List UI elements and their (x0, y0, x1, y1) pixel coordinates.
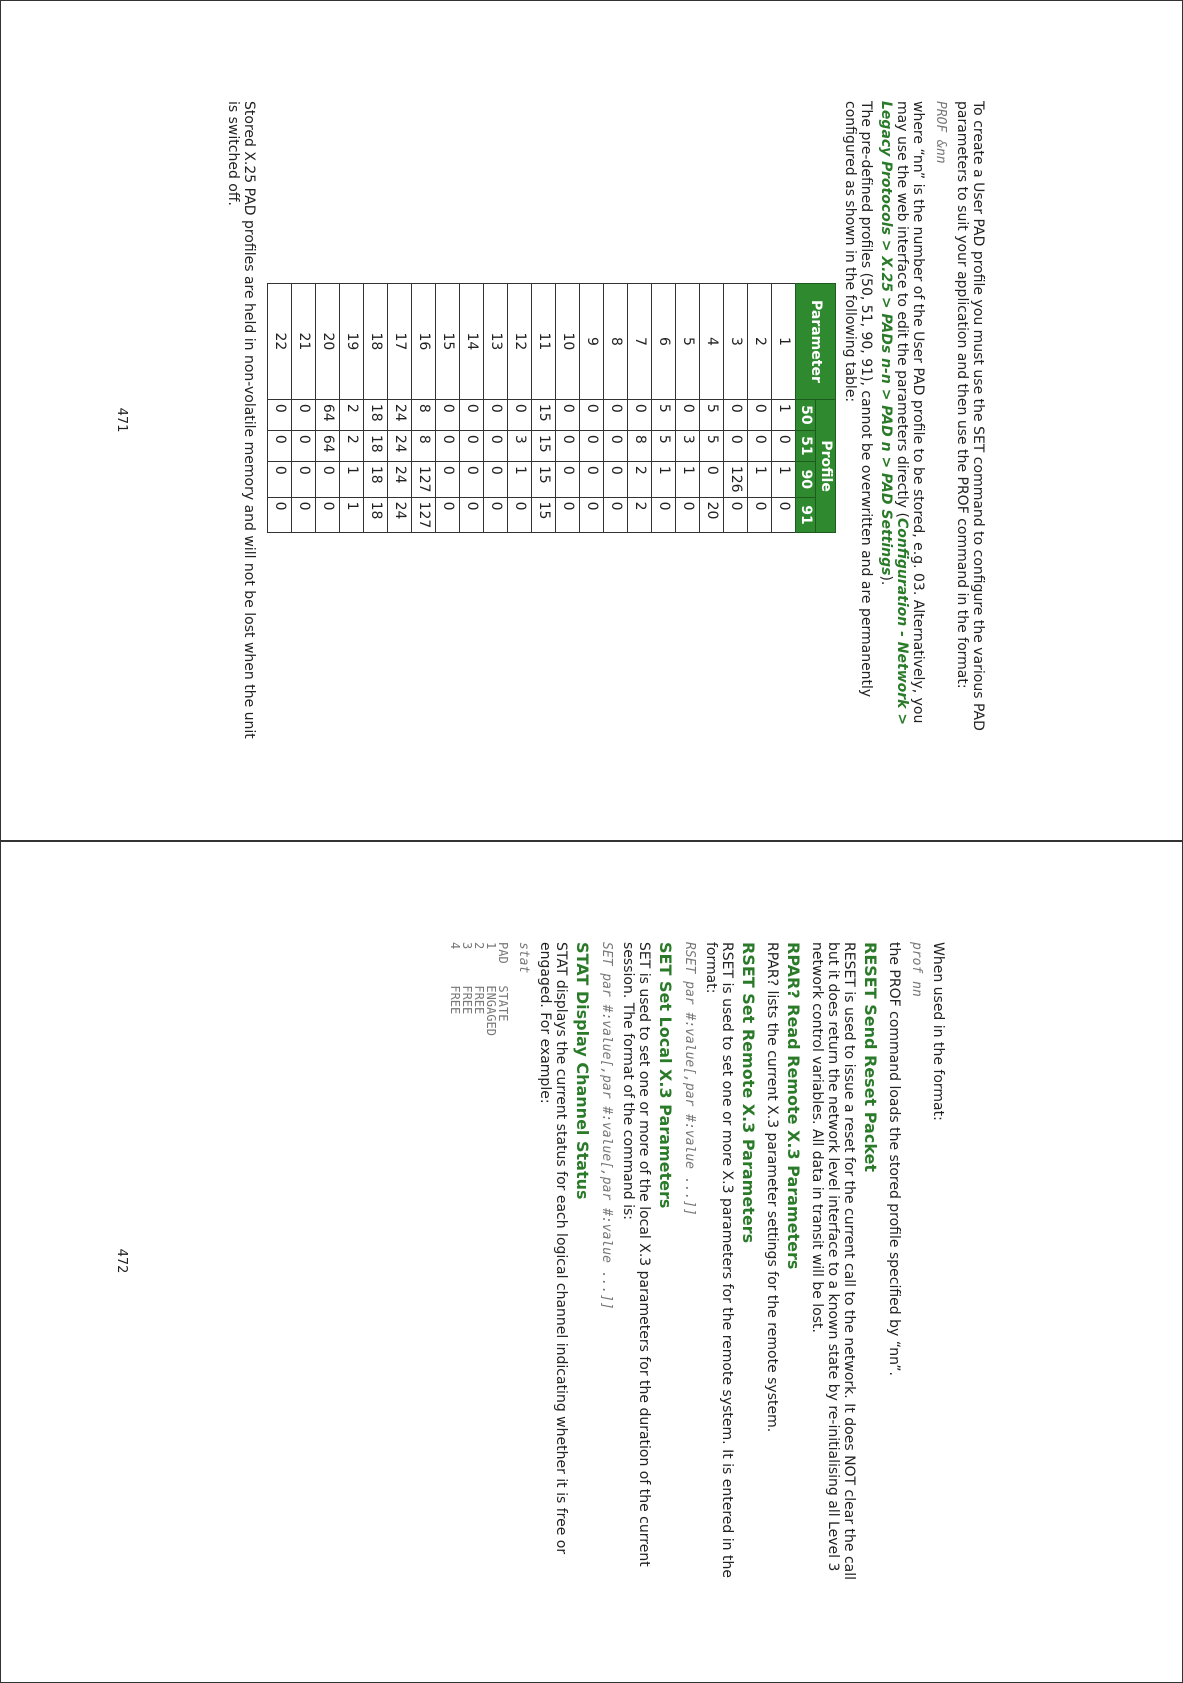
table-row (460, 284, 484, 533)
profile-value-cell: 0 (484, 497, 508, 533)
profile-value-cell: 5 (652, 399, 676, 430)
profile-value-cell: 0 (604, 430, 628, 461)
table-row (532, 284, 556, 533)
profile-value-cell: 0 (436, 399, 460, 430)
profile-value-cell: 5 (652, 430, 676, 461)
table-row (772, 284, 796, 533)
parameter-cell: 3 (724, 284, 748, 400)
set-heading: SET Set Local X.3 Parameters (656, 942, 675, 1209)
profile-value-cell: 24 (388, 497, 412, 533)
parameter-cell: 8 (604, 284, 628, 400)
rset-code: RSET par #:value[,par #:value ...]] (682, 942, 697, 1216)
rset-description: RSET is used to set one or more X.3 parameters for the remote system. It is entered in the format: (703, 942, 735, 1578)
profile-value-cell: 24 (388, 430, 412, 461)
profile-value-cell: 0 (436, 497, 460, 533)
table-row (748, 284, 772, 533)
parameter-header: Parameter (796, 284, 836, 400)
profile-value-cell: 0 (268, 399, 292, 430)
profile-value-cell: 0 (604, 497, 628, 533)
intro-paragraph: To create a User PAD profile you must use the SET command to configure the various PAD parameters to suit your application and then use the PROF command in the format: (954, 101, 986, 731)
profile-value-cell: 3 (508, 430, 532, 461)
profile-value-cell: 0 (604, 399, 628, 430)
table-row (340, 284, 364, 533)
profile-value-cell: 0 (436, 430, 460, 461)
profile-value-cell: 24 (388, 461, 412, 497)
table-row (604, 284, 628, 533)
profile-value-cell: 1 (772, 461, 796, 497)
profile-value-cell: 0 (316, 497, 340, 533)
stat-output: PAD STATE 1 ENGAGED 2 FREE 3 FREE 4 FREE (448, 942, 510, 1036)
profile-value-cell: 0 (292, 497, 316, 533)
parameter-cell: 9 (580, 284, 604, 400)
parameter-cell: 16 (412, 284, 436, 400)
profile-value-cell: 8 (628, 430, 652, 461)
rpar-heading: RPAR? Read Remote X.3 Parameters (784, 942, 803, 1270)
profile-value-cell: 0 (460, 461, 484, 497)
parameter-cell: 10 (556, 284, 580, 400)
profile-value-cell: 127 (412, 497, 436, 533)
table-row (700, 284, 724, 533)
rpar-description: RPAR? lists the current X.3 parameter settings for the remote system. (764, 942, 780, 1433)
profile-value-cell: 0 (460, 430, 484, 461)
page-472 (0, 841, 1183, 1683)
profile-value-cell: 0 (580, 461, 604, 497)
profile-value-cell: 0 (724, 430, 748, 461)
prof-description: the PROF command loads the stored profile specified by “nn”. (886, 942, 902, 1376)
profile-value-cell: 1 (676, 461, 700, 497)
table-row (484, 284, 508, 533)
page-471-content (221, 101, 986, 741)
profile-value-cell: 8 (412, 430, 436, 461)
profile-value-cell: 64 (316, 399, 340, 430)
table-row (580, 284, 604, 533)
page-471 (0, 0, 1183, 841)
profile-value-cell: 2 (340, 399, 364, 430)
profile-value-cell: 18 (364, 430, 388, 461)
profile-value-cell: 1 (508, 461, 532, 497)
table-row (268, 284, 292, 533)
parameter-cell: 17 (388, 284, 412, 400)
profile-value-cell: 0 (580, 497, 604, 533)
profile-value-cell: 0 (700, 461, 724, 497)
table-row (436, 284, 460, 533)
parameter-cell: 7 (628, 284, 652, 400)
profile-value-cell: 0 (508, 399, 532, 430)
profile-value-cell: 18 (364, 497, 388, 533)
reset-description: RESET is used to issue a reset for the current call to the network. It does NOT clear the call but it does return the network level interface to a known state by re-initialising all Level 3 network control variables. All data in transit will be lost. (809, 942, 857, 1581)
profile-91-header: 91 (796, 497, 816, 533)
profile-header: Profile (816, 399, 836, 532)
page-number: 472 (114, 1248, 129, 1274)
table-row (292, 284, 316, 533)
rset-heading: RSET Set Remote X.3 Parameters (739, 942, 758, 1244)
profile-value-cell: 0 (748, 430, 772, 461)
parameter-cell: 13 (484, 284, 508, 400)
stat-description: STAT displays the current status for each logical channel indicating whether it is free or engaged. For example: (537, 942, 569, 1555)
profile-value-cell: 0 (484, 430, 508, 461)
parameter-cell: 2 (748, 284, 772, 400)
profile-value-cell: 0 (268, 461, 292, 497)
table-row (724, 284, 748, 533)
profile-value-cell: 0 (580, 399, 604, 430)
profile-value-cell: 0 (556, 399, 580, 430)
profile-value-cell: 15 (532, 430, 556, 461)
table-row (364, 284, 388, 533)
parameter-cell: 18 (364, 284, 388, 400)
profile-value-cell: 0 (460, 399, 484, 430)
table-row (628, 284, 652, 533)
profile-table-body (268, 284, 796, 533)
alternative-text: where “nn” is the number of the User PAD profile to be stored, e.g. 03. Alternatively, you may use the web interface to edit the parameters directly ( (894, 101, 926, 724)
profile-value-cell: 0 (316, 461, 340, 497)
profile-table (267, 283, 836, 533)
profile-value-cell: 0 (724, 399, 748, 430)
profile-value-cell: 5 (700, 399, 724, 430)
profile-value-cell: 0 (556, 497, 580, 533)
profile-value-cell: 0 (508, 497, 532, 533)
profile-value-cell: 0 (484, 399, 508, 430)
profile-value-cell: 0 (292, 430, 316, 461)
parameter-cell: 22 (268, 284, 292, 400)
profile-value-cell: 3 (676, 430, 700, 461)
profile-value-cell: 0 (676, 497, 700, 533)
profile-value-cell: 0 (556, 430, 580, 461)
parameter-cell: 6 (652, 284, 676, 400)
profile-value-cell: 0 (268, 430, 292, 461)
profile-value-cell: 0 (292, 461, 316, 497)
profile-value-cell: 15 (532, 399, 556, 430)
profile-value-cell: 1 (748, 461, 772, 497)
parameter-cell: 21 (292, 284, 316, 400)
prof-command-code: PROF &nn (933, 101, 948, 164)
parameter-cell: 14 (460, 284, 484, 400)
profile-value-cell: 0 (748, 399, 772, 430)
stat-command-code: stat (516, 942, 531, 974)
table-row (508, 284, 532, 533)
profile-value-cell: 0 (652, 497, 676, 533)
profile-value-cell: 5 (700, 430, 724, 461)
prof-nn-code: prof nn (909, 942, 924, 997)
profile-value-cell: 0 (484, 461, 508, 497)
parameter-cell: 15 (436, 284, 460, 400)
profile-value-cell: 1 (652, 461, 676, 497)
profile-value-cell: 127 (412, 461, 436, 497)
profile-value-cell: 15 (532, 461, 556, 497)
parameter-cell: 11 (532, 284, 556, 400)
page-number: 471 (114, 407, 129, 433)
profile-value-cell: 2 (340, 430, 364, 461)
profile-value-cell: 0 (580, 430, 604, 461)
profile-value-cell: 1 (340, 461, 364, 497)
table-row (652, 284, 676, 533)
profile-value-cell: 1 (340, 497, 364, 533)
profile-value-cell: 0 (772, 430, 796, 461)
profile-value-cell: 18 (364, 399, 388, 430)
profile-value-cell: 24 (388, 399, 412, 430)
table-row (676, 284, 700, 533)
parameter-cell: 20 (316, 284, 340, 400)
parameter-cell: 5 (676, 284, 700, 400)
table-row (412, 284, 436, 533)
profile-value-cell: 0 (628, 399, 652, 430)
profile-50-header: 50 (796, 399, 816, 430)
parameter-cell: 4 (700, 284, 724, 400)
reset-heading: RESET Send Reset Packet (861, 942, 880, 1173)
profile-value-cell: 126 (724, 461, 748, 497)
alternative-text-end: ). (878, 575, 894, 586)
profile-value-cell: 0 (460, 497, 484, 533)
profile-value-cell: 0 (292, 399, 316, 430)
table-row (388, 284, 412, 533)
profile-value-cell: 1 (772, 399, 796, 430)
profile-value-cell: 2 (628, 497, 652, 533)
profile-value-cell: 18 (364, 461, 388, 497)
profile-value-cell: 2 (628, 461, 652, 497)
predefined-profiles-paragraph: The pre-defined profiles (50, 51, 90, 91), cannot be overwritten and are permanently configured as shown in the following table: (842, 101, 874, 698)
menu-path: Configuration - Network > Legacy Protocols > X.25 > PADs n-n > PAD n > PAD Settings (878, 101, 910, 726)
set-description: SET is used to set one or more of the local X.3 parameters for the duration of the current session. The format of the command is: (620, 942, 652, 1567)
profile-51-header: 51 (796, 430, 816, 461)
profile-value-cell: 0 (436, 461, 460, 497)
parameter-cell: 19 (340, 284, 364, 400)
storage-note: Stored X.25 PAD profiles are held in non-volatile memory and will not be lost when the unit is switched off. (225, 101, 257, 739)
profile-value-cell: 0 (556, 461, 580, 497)
profile-value-cell: 0 (604, 461, 628, 497)
profile-value-cell: 0 (748, 497, 772, 533)
set-code: SET par #:value[,par #:value[,par #:value ...]] (599, 942, 614, 1310)
format-intro: When used in the format: (930, 942, 946, 1121)
profile-90-header: 90 (796, 461, 816, 497)
stat-heading: STAT Display Channel Status (573, 942, 592, 1200)
alternative-paragraph (878, 101, 926, 741)
profile-value-cell: 0 (268, 497, 292, 533)
profile-value-cell: 0 (724, 497, 748, 533)
table-row (556, 284, 580, 533)
page-472-content (449, 942, 946, 1582)
profile-value-cell: 8 (412, 399, 436, 430)
profile-value-cell: 64 (316, 430, 340, 461)
profile-value-cell: 15 (532, 497, 556, 533)
parameter-cell: 12 (508, 284, 532, 400)
parameter-cell: 1 (772, 284, 796, 400)
table-row (316, 284, 340, 533)
profile-value-cell: 0 (676, 399, 700, 430)
profile-value-cell: 20 (700, 497, 724, 533)
profile-value-cell: 0 (772, 497, 796, 533)
